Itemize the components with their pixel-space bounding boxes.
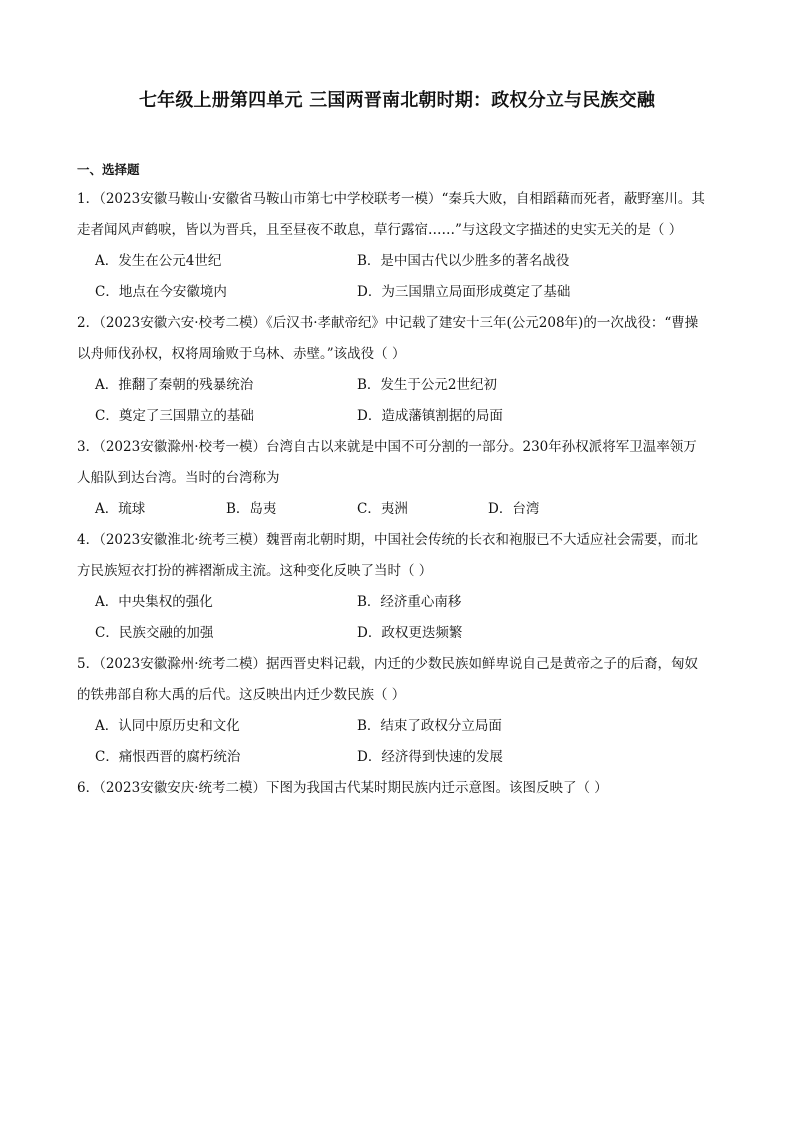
section-heading: 一、选择题 [77,162,140,177]
question-text-line: 人船队到达台湾。当时的台湾称为 [77,470,280,486]
question-1 [77,184,719,308]
option-b: B．结束了政权分立局面 [357,718,502,734]
question-text-line: 3．（2023安徽滁州·校考一模）台湾自古以来就是中国不可分割的一部分。230年孙权派将军卫温率领万 [77,439,697,455]
question-text-line: 方民族短衣打扮的裤褶渐成主流。这种变化反映了当时（ ） [77,563,433,579]
question-text-line: 以舟师伐孙权，权将周瑜败于乌林、赤壁。”该战役（ ） [77,346,406,362]
question-2 [77,308,719,432]
question-text-line: 6．（2023安徽安庆·统考二模）下图为我国古代某时期民族内迁示意图。该图反映了（ ） [77,780,608,796]
question-6 [77,773,719,804]
option-b: B．岛夷 [226,501,277,517]
option-c: C．痛恨西晋的腐朽统治 [95,749,241,765]
option-d: D．经济得到快速的发展 [357,749,503,765]
option-d: D．政权更迭频繁 [357,625,463,641]
option-c: C．民族交融的加强 [95,625,214,641]
option-d: D．为三国鼎立局面形成奠定了基础 [357,284,571,300]
question-text-line: 走者闻风声鹤唳，皆以为晋兵，且至昼夜不敢息，草行露宿……”与这段文字描述的史实无关的是（ ） [77,222,683,238]
option-b: B．经济重心南移 [357,594,462,610]
option-a: A．推翻了秦朝的残暴统治 [95,377,254,393]
question-text-line: 的铁弗部自称大禹的后代。这反映出内迁少数民族（ ） [77,687,406,703]
option-c: C．地点在今安徽境内 [95,284,227,300]
options-row [77,370,719,401]
option-c: C．夷洲 [357,501,408,517]
question-text-line: 1．（2023安徽马鞍山·安徽省马鞍山市第七中学校联考一模）“秦兵大败，自相蹈藉而死者，蔽野塞川。其 [77,191,705,207]
option-c: C．奠定了三国鼎立的基础 [95,408,254,424]
question-3 [77,432,719,525]
options-row [77,277,719,308]
options-row [77,618,719,649]
option-b: B．发生于公元2世纪初 [357,377,498,393]
option-a: A．认同中原历史和文化 [95,718,240,734]
options-row [77,401,719,432]
page-title: 七年级上册第四单元 三国两晋南北朝时期：政权分立与民族交融 [138,90,656,111]
options-row [77,587,719,618]
question-text-line: 2．（2023安徽六安·校考二模）《后汉书·孝献帝纪》中记载了建安十三年(公元208年)的一次战役：“曹操 [77,315,699,331]
question-list [77,184,719,804]
question-text-line: 5．（2023安徽滁州·统考二模）据西晋史料记载，内迁的少数民族如鲜卑说自己是黄帝之子的后裔，匈奴 [77,656,698,672]
question-text-line: 4．（2023安徽淮北·统考三模）魏晋南北朝时期，中国社会传统的长衣和袍服已不大适应社会需要，而北 [77,532,698,548]
option-d: D．台湾 [488,501,540,517]
question-5 [77,649,719,773]
options-row [77,742,719,773]
question-4 [77,525,719,649]
option-a: A．发生在公元4世纪 [95,253,222,269]
option-a: A．琉球 [95,501,146,517]
options-row [77,711,719,742]
option-d: D．造成藩镇割据的局面 [357,408,503,424]
options-row [77,246,719,277]
option-b: B．是中国古代以少胜多的著名战役 [357,253,570,269]
options-row [77,494,719,525]
option-a: A．中央集权的强化 [95,594,213,610]
